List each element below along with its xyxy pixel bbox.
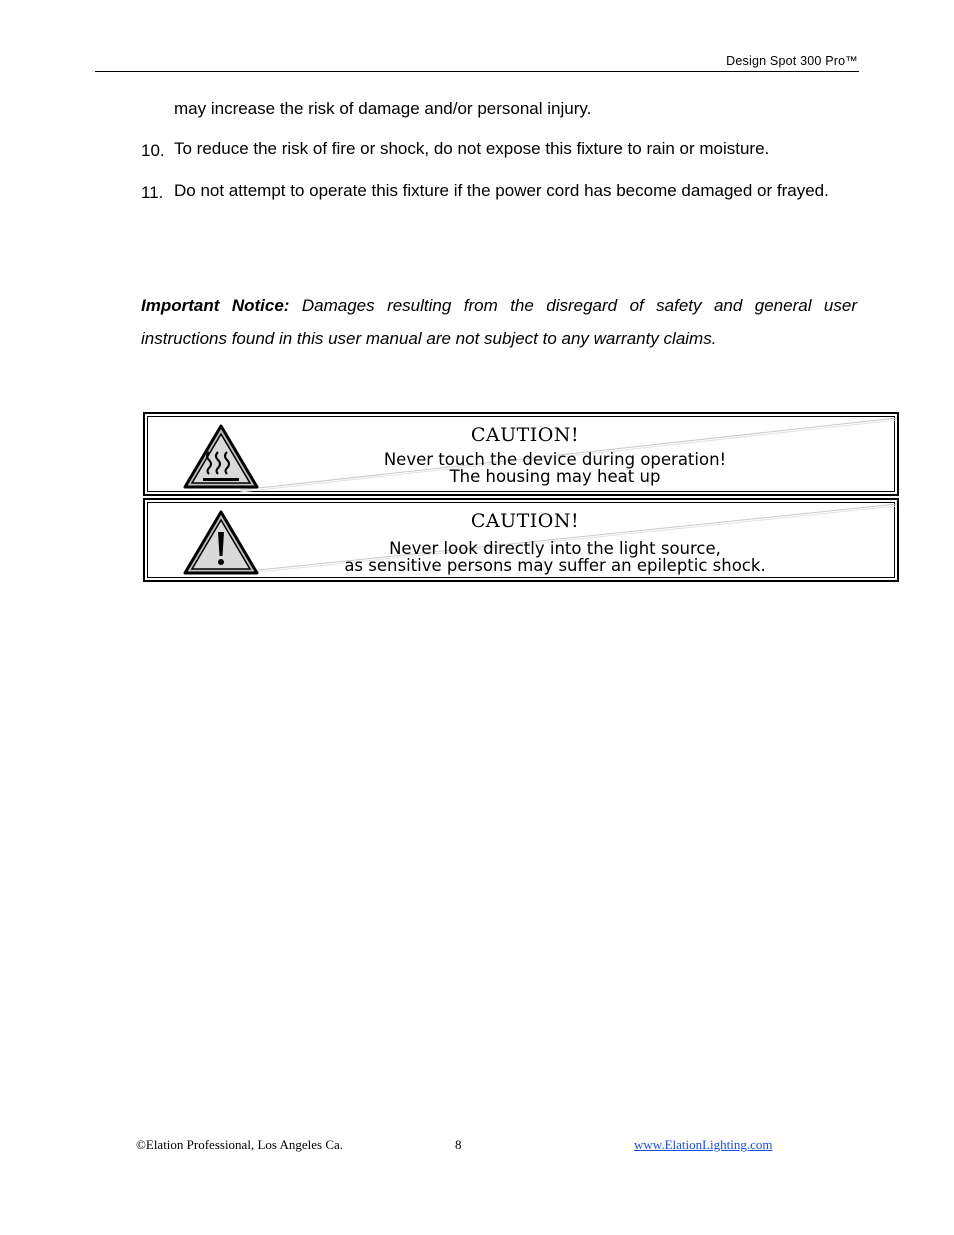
caution-title: CAUTION! xyxy=(470,510,580,532)
footer-website-link[interactable]: www.ElationLighting.com xyxy=(634,1137,773,1152)
notice-text: Damages resulting from the disregard of safety and general user instructions found in this user manual are not subject to any warranty claims. xyxy=(141,296,857,348)
caution-box-light-source xyxy=(143,498,899,582)
caution-title: CAUTION! xyxy=(470,424,580,446)
continued-paragraph: may increase the risk of damage and/or personal injury. xyxy=(174,99,592,118)
list-item-text: To reduce the risk of fire or shock, do not expose this fixture to rain or moisture. xyxy=(174,139,770,158)
footer-copyright: ©Elation Professional, Los Angeles Ca. xyxy=(136,1137,344,1152)
list-item xyxy=(141,182,857,248)
important-notice xyxy=(141,289,857,355)
hot-surface-warning-icon xyxy=(181,420,261,490)
caution-line-2: The housing may heat up xyxy=(449,467,661,486)
caution-line-1: Never touch the device during operation! xyxy=(383,450,727,469)
caution-line-1: Never look directly into the light source, xyxy=(389,539,721,558)
list-item-number: 10. xyxy=(141,141,165,160)
header-divider xyxy=(95,71,859,72)
list-item-number: 11. xyxy=(141,183,164,202)
list-item xyxy=(141,140,857,173)
document-header-title: Design Spot 300 Pro™ xyxy=(726,54,858,68)
caution-line-2: as sensitive persons may suffer an epileptic shock. xyxy=(344,556,766,575)
notice-label: Important Notice: xyxy=(141,296,290,315)
list-item-text: Do not attempt to operate this fixture if the power cord has become damaged or frayed. xyxy=(174,181,829,200)
caution-box-hot-surface xyxy=(143,412,899,496)
footer-page-number: 8 xyxy=(455,1137,462,1152)
